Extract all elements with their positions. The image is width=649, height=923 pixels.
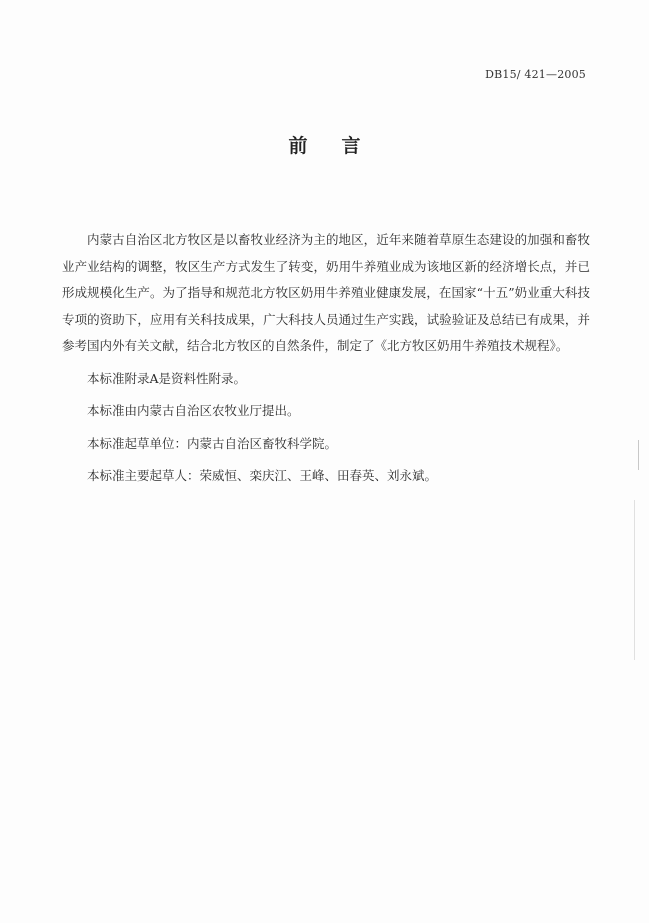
paragraph-proposer: 本标准由内蒙古自治区农牧业厅提出。	[87, 403, 300, 418]
scan-edge-mark	[634, 500, 635, 660]
paragraph-intro: 内蒙古自治区北方牧区是以畜牧业经济为主的地区，近年来随着草原生态建设的加强和畜牧业产业结构的调整，牧区生产方式发生了转变，奶用牛养殖业成为该地区新的经济增长点，并已形成规模化生产。为了指导和规范北方牧区奶用牛养殖业健康发展，在国家“十五”奶业重大科技专项的资助下，应用有关科技成果，广大科技人员通过生产实践，试验验证及总结已有成果，并参考国内外有关文献，结合北方牧区的自然条件，制定了《北方牧区奶用牛养殖技术规程》。	[62, 232, 590, 353]
foreword-body	[62, 227, 590, 490]
document-code: DB15/ 421—2005	[485, 68, 586, 81]
scan-edge-mark	[638, 440, 639, 470]
page-title: 前言	[288, 135, 395, 157]
paragraph-drafters: 本标准主要起草人：荣威恒、栾庆江、王峰、田春英、刘永斌。	[87, 468, 438, 483]
paragraph-appendix-note: 本标准附录A是资料性附录。	[87, 370, 247, 386]
paragraph-drafting-unit: 本标准起草单位：内蒙古自治区畜牧科学院。	[87, 435, 338, 451]
